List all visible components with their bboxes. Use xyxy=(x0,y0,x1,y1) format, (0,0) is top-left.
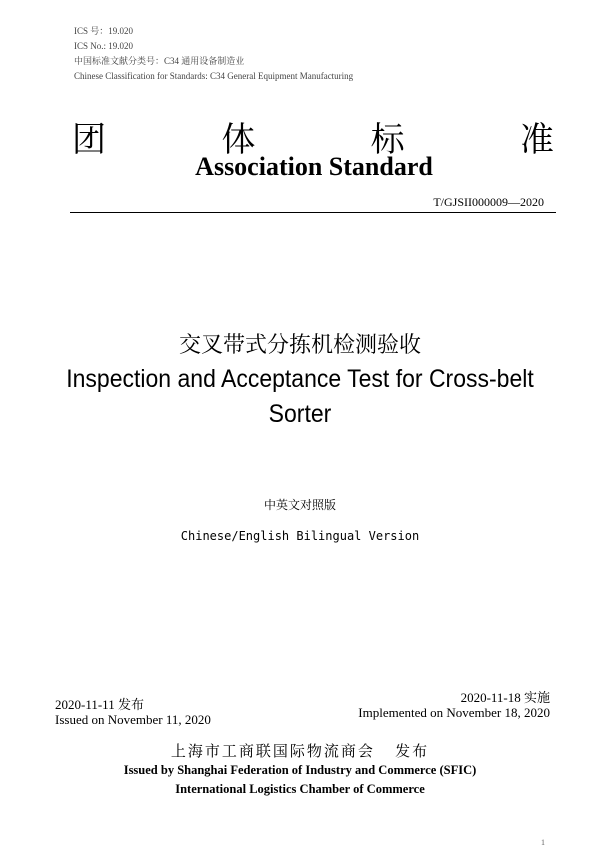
implement-date-cn: 2020-11-18 实施 xyxy=(460,690,550,705)
title-char: 准 xyxy=(519,120,554,160)
page-number: 1 xyxy=(541,838,545,847)
document-title-en: Inspection and Acceptance Test for Cross-belt Sorter xyxy=(66,365,534,428)
standard-number: T/GJSII000009—2020 xyxy=(433,195,544,209)
ccs-cn: 中国标准文献分类号：C34 通用设备制造业 xyxy=(74,56,245,66)
title-char: 体 xyxy=(221,120,256,160)
version-en: Chinese/English Bilingual Version xyxy=(180,529,420,543)
association-standard-title-en: Association Standard xyxy=(195,152,433,181)
publisher-en-line1: Issued by Shanghai Federation of Industry and Commerce (SFIC) xyxy=(123,763,477,777)
ics-cn: ICS 号：19.020 xyxy=(74,26,134,36)
issue-date-cn: 2020-11-11 发布 xyxy=(55,697,144,712)
ics-en: ICS No.: 19.020 xyxy=(74,41,134,51)
ccs-en: Chinese Classification for Standards: C34 General Equipment Manufacturing xyxy=(74,71,354,81)
publisher-cn: 上海市工商联国际物流商会 发布 xyxy=(170,742,430,760)
title-char: 标 xyxy=(370,120,405,160)
document-title-cn: 交叉带式分拣机检测验收 xyxy=(178,333,421,358)
version-cn: 中英文对照版 xyxy=(263,498,336,512)
implement-date-en: Implemented on November 18, 2020 xyxy=(358,705,550,720)
issue-date-en: Issued on November 11, 2020 xyxy=(55,712,211,727)
header-divider xyxy=(70,212,556,213)
publisher-en-line2: International Logistics Chamber of Commerce xyxy=(175,782,425,796)
title-char: 团 xyxy=(72,120,106,160)
publisher-block xyxy=(0,740,600,799)
